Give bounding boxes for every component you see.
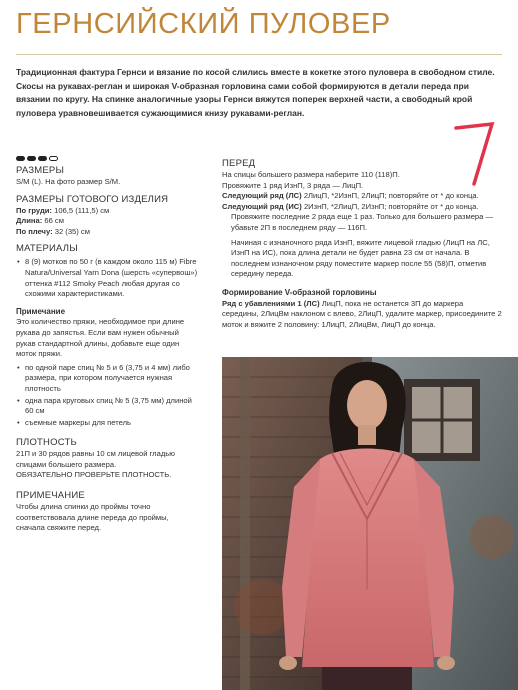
neck-row-text: Ряд с убавлениями 1 (ЛС) ЛицП, пока не останется 3П до маркера середины, 2ЛицВм наклоном с влево, 2ЛицП, удалите маркер, присоедините 2 моток и вяжите 2 половину: 1ЛицП, 2ЛицВм, ЛицП до конца.: [222, 298, 502, 329]
row2-text: Следующий ряд (ЛС) 2ЛицП, *2ИзнП, 2ЛицП; повторяйте от * до конца.: [222, 191, 479, 201]
gauge-heading: ПЛОТНОСТЬ: [16, 437, 77, 449]
neck-heading: Формирование V-образной горловины: [222, 287, 377, 297]
note1-text: Это количество пряжи, необходимое при длине рукава до запястья. Если вам нужен обычный рукав стандартной длины, добавьте еще один моток пряжи.: [16, 317, 185, 359]
instructions-column: [222, 158, 502, 330]
gauge-check: ОБЯЗАТЕЛЬНО ПРОВЕРЬТЕ ПЛОТНОСТЬ.: [16, 470, 172, 480]
gauge-text: 21П и 30 рядов равны 10 см лицевой гладью спицами большего размера.: [16, 449, 175, 469]
difficulty-pip: [27, 156, 36, 161]
difficulty-pip: [38, 156, 47, 161]
row3-text: Следующий ряд (ИС) 2ИзнП, *2ЛицП, 2ИзнП; повторяйте от * до конца.: [222, 201, 479, 211]
tools-item: • одна пара круговых спиц № 5 (3,75 мм) длиной 60 см: [16, 396, 198, 417]
front-heading: ПЕРЕД: [222, 158, 256, 169]
page-title: ГЕРНСИЙСКИЙ ПУЛОВЕР: [16, 8, 391, 40]
row4-text: Провяжите последние 2 ряда еще 1 раз. Только для большего размера — убавьте 2П в последнем ряду — 116П.: [231, 212, 494, 232]
title-rule: [16, 54, 502, 55]
difficulty-pip-empty: [49, 156, 58, 161]
tools-list: [16, 363, 198, 429]
row5-text: Начиная с изнаночного ряда ИзнП, вяжите лицевой гладью (ЛицП на ЛС, ИзнП на ИС), пока длина детали не будет равна 23 см от начала. В последнем изнаночном ряду поместите маркер после 55 (58)П, отметив середину переда.: [231, 237, 490, 279]
tools-item: • по одной паре спиц № 5 и 6 (3,75 и 4 мм) либо размера, при котором получается нужная плотность: [16, 363, 198, 395]
length-measurement: Длина: 66 см: [16, 216, 64, 226]
intro-paragraph: Традиционная фактура Гернси и вязание по косой слились вместе в кокетке этого пуловера в свободном стиле. Скосы на рукавах-реглан и широкая V-образная горловина сами собой формируются в детали переда при вязании по кругу. На спинке аналогичные узоры Гернси вяжутся поперек верхней части, а свободный крой пуловера уравновешивается сужающимися книзу рукавами-реглан.: [16, 67, 495, 118]
sizes-heading: РАЗМЕРЫ: [16, 165, 65, 176]
specs-column: [16, 156, 198, 534]
materials-item: • 8 (9) мотков по 50 г (в каждом около 115 м) Fibre Natura/Universal Yarn Dona (шерсть «супервош») оттенка #112 Smoky Peach любая другая со схожими характеристиками.: [16, 257, 198, 299]
finished-sizes-heading: РАЗМЕРЫ ГОТОВОГО ИЗДЕЛИЯ: [16, 193, 169, 205]
note2-heading: ПРИМЕЧАНИЕ: [16, 490, 85, 502]
row1-text: Провяжите 1 ряд ИзнП, 3 ряда — ЛицП.: [222, 180, 364, 190]
cast-on-text: На спицы большего размера наберите 110 (118)П.: [222, 170, 400, 179]
materials-list: [16, 257, 198, 299]
difficulty-indicator: [16, 156, 198, 161]
bust-measurement: По груди: 106,5 (111,5) см: [16, 205, 110, 215]
materials-heading: МАТЕРИАЛЫ: [16, 243, 78, 255]
note2-text: Чтобы длина спинки до проймы точно соответствовала длине переда до проймы, сначала свяжите перед.: [16, 502, 169, 533]
sweater-photo: [222, 357, 518, 690]
tools-item: • съемные маркеры для петель: [16, 418, 198, 429]
photo-illustration: [222, 357, 518, 690]
shoulder-measurement: По плечу: 32 (35) см: [16, 226, 90, 236]
note1-heading: Примечание: [16, 306, 66, 316]
difficulty-pip: [16, 156, 25, 161]
sizes-text: S/M (L). На фото размер S/M.: [16, 177, 121, 186]
